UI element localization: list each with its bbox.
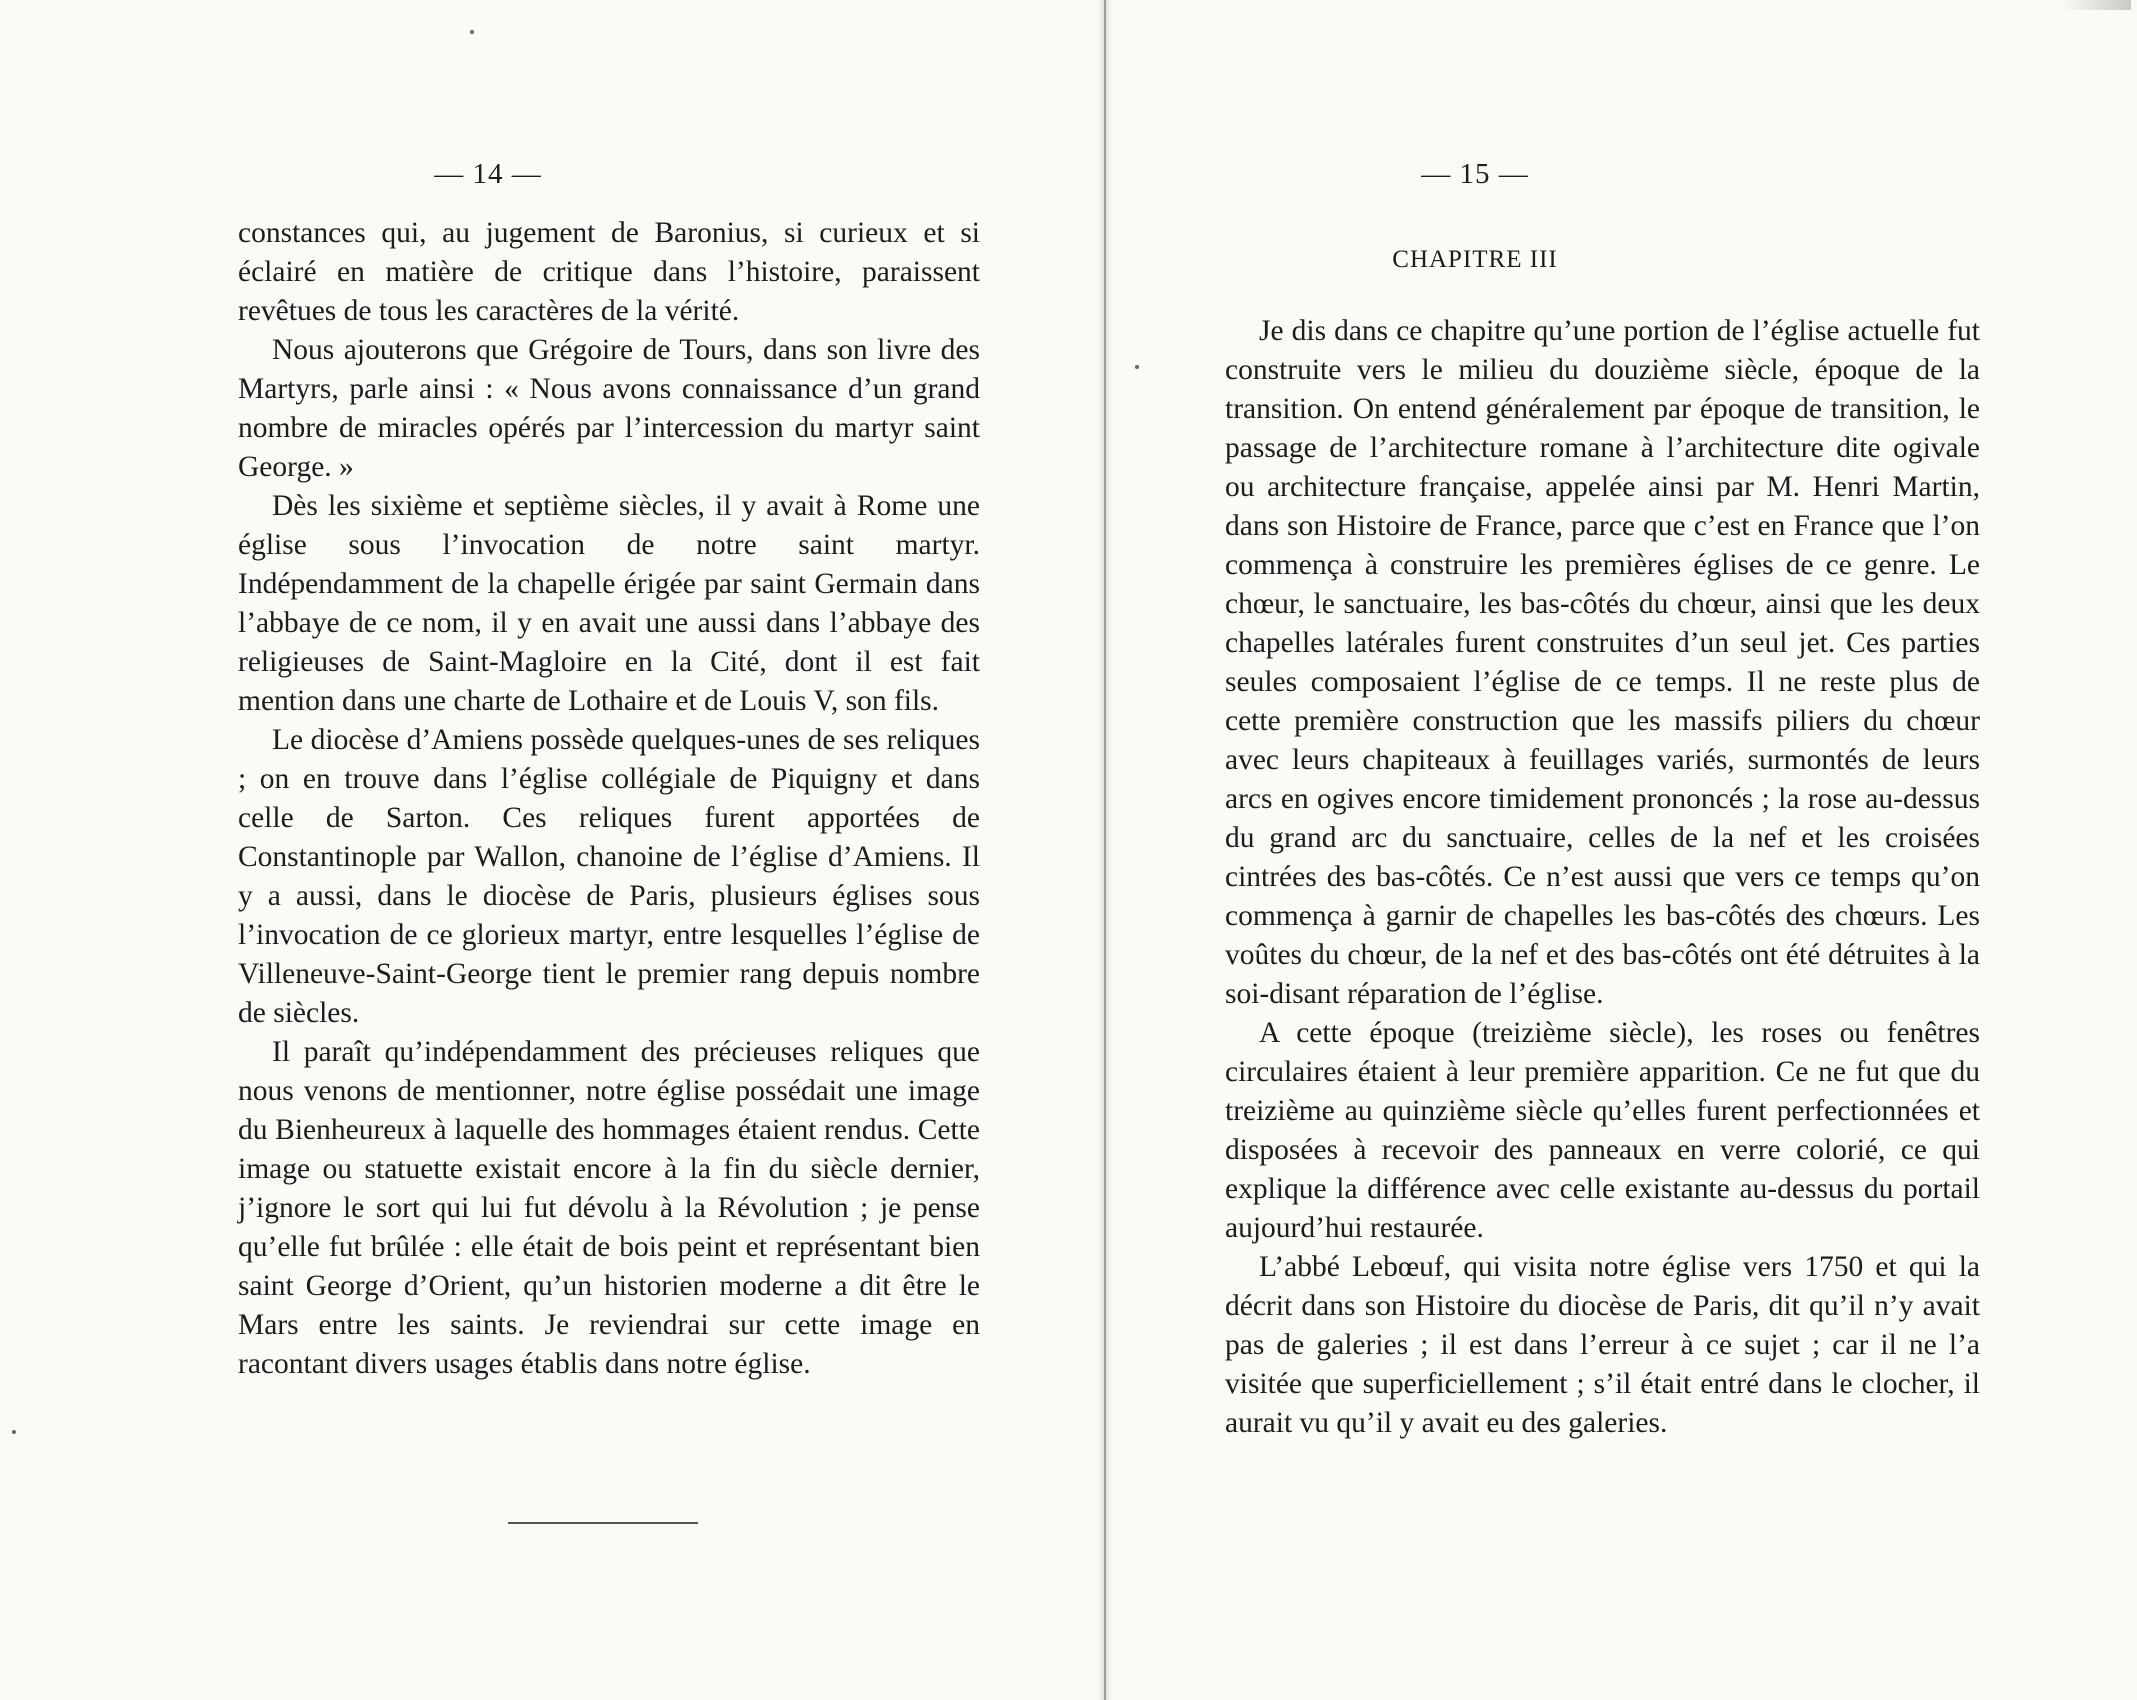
right-page — [1225, 0, 1980, 1700]
paragraph: Dès les sixième et septième siècles, il y avait à Rome une église sous l’invocation de notre saint martyr. Indépendamment de la chapelle érigée par saint Germain dans l’abbaye de ce nom, il y en avait une aussi dans l’abbaye des religieuses de Saint-Magloire en la Cité, dont il est fait mention dans une charte de Lothaire et de Louis V, son fils. — [238, 490, 980, 717]
left-page — [238, 0, 980, 1700]
paragraph: Le diocèse d’Amiens possède quelques-unes de ses reliques ; on en trouve dans l’église collégiale de Piquigny et dans celle de Sarton. Ces reliques furent apportées de Constantinople par Wallon, chanoine de l’église d’Amiens. Il y a aussi, dans le diocèse de Paris, plusieurs églises sous l’invocation de ce glorieux martyr, entre lesquelles l’église de Villeneuve-Saint-George tient le premier rang depuis nombre de siècles. — [238, 724, 980, 1029]
paper-speck — [470, 30, 474, 34]
right-page-text — [1225, 312, 1980, 1443]
end-rule — [508, 1522, 698, 1524]
page-number-right: — 15 — — [1421, 158, 1529, 190]
paragraph: Je dis dans ce chapitre qu’une portion de l’église actuelle fut construite vers le milieu du douzième siècle, époque de la transition. On entend généralement par époque de transition, le passage de l’architecture romane à l’architecture dite ogivale ou architecture française, appelée ainsi par M. Henri Martin, dans son Histoire de France, parce que c’est en France que l’on commença à construire les premières églises de ce genre. Le chœur, le sanctuaire, les bas-côtés du chœur, ainsi que les deux chapelles latérales furent construites d’un seul jet. Ces parties seules composaient l’église de ce temps. Il ne reste plus de cette première construction que les massifs piliers du chœur avec leurs chapiteaux à feuillages variés, surmontés de leurs arcs en ogives encore timidement prononcés ; la rose au-dessus du grand arc du sanctuaire, celles de la nef et les croisées cintrées des bas-côtés. Ce n’est aussi que vers ce temps qu’on commença à garnir de chapelles les bas-côtés des chœurs. Les voûtes du chœur, de la nef et des bas-côtés ont été détruites à la soi-disant réparation de l’église. — [1225, 315, 1980, 1010]
paragraph: A cette époque (treizième siècle), les roses ou fenêtres circulaires étaient à leur première apparition. Ce ne fut que du treizième au quinzième siècle qu’elles furent perfectionnées et disposées à recevoir des panneaux en verre colorié, ce qui explique la différence avec celle existante au-dessus du portail aujourd’hui restaurée. — [1225, 1017, 1980, 1244]
page-number-left: — 14 — — [434, 158, 542, 190]
paragraph: constances qui, au jugement de Baronius, si curieux et si éclairé en matière de critique dans l’histoire, paraissent revêtues de tous les caractères de la vérité. — [238, 217, 980, 327]
paragraph: Nous ajouterons que Grégoire de Tours, dans son livre des Martyrs, parle ainsi : « Nous avons connaissance d’un grand nombre de miracles opérés par l’intercession du martyr saint George. » — [238, 334, 980, 483]
paragraph: Il paraît qu’indépendamment des précieuses reliques que nous venons de mentionner, notre église possédait une image du Bienheureux à laquelle des hommages étaient rendus. Cette image ou statuette existait encore à la fin du siècle dernier, j’ignore le sort qui lui fut dévolu à la Révolution ; je pense qu’elle fut brûlée : elle était de bois peint et représentant bien saint George d’Orient, qu’un historien moderne a dit être le Mars entre les saints. Je reviendrai sur cette image en racontant divers usages établis dans notre église. — [238, 1036, 980, 1380]
paragraph: L’abbé Lebœuf, qui visita notre église vers 1750 et qui la décrit dans son Histoire du diocèse de Paris, dit qu’il n’y avait pas de galeries ; il est dans l’erreur à ce sujet ; car il ne l’a visitée que superficiellement ; s’il était entré dans le clocher, il aurait vu qu’il y avait eu des galeries. — [1225, 1251, 1980, 1439]
left-page-text — [238, 214, 980, 1384]
paper-speck — [1135, 365, 1139, 369]
gutter-line — [1104, 0, 1106, 1700]
scan-edge-mark — [2061, 0, 2131, 10]
paper-speck — [12, 1430, 16, 1434]
chapter-title: CHAPITRE III — [1392, 246, 1558, 273]
